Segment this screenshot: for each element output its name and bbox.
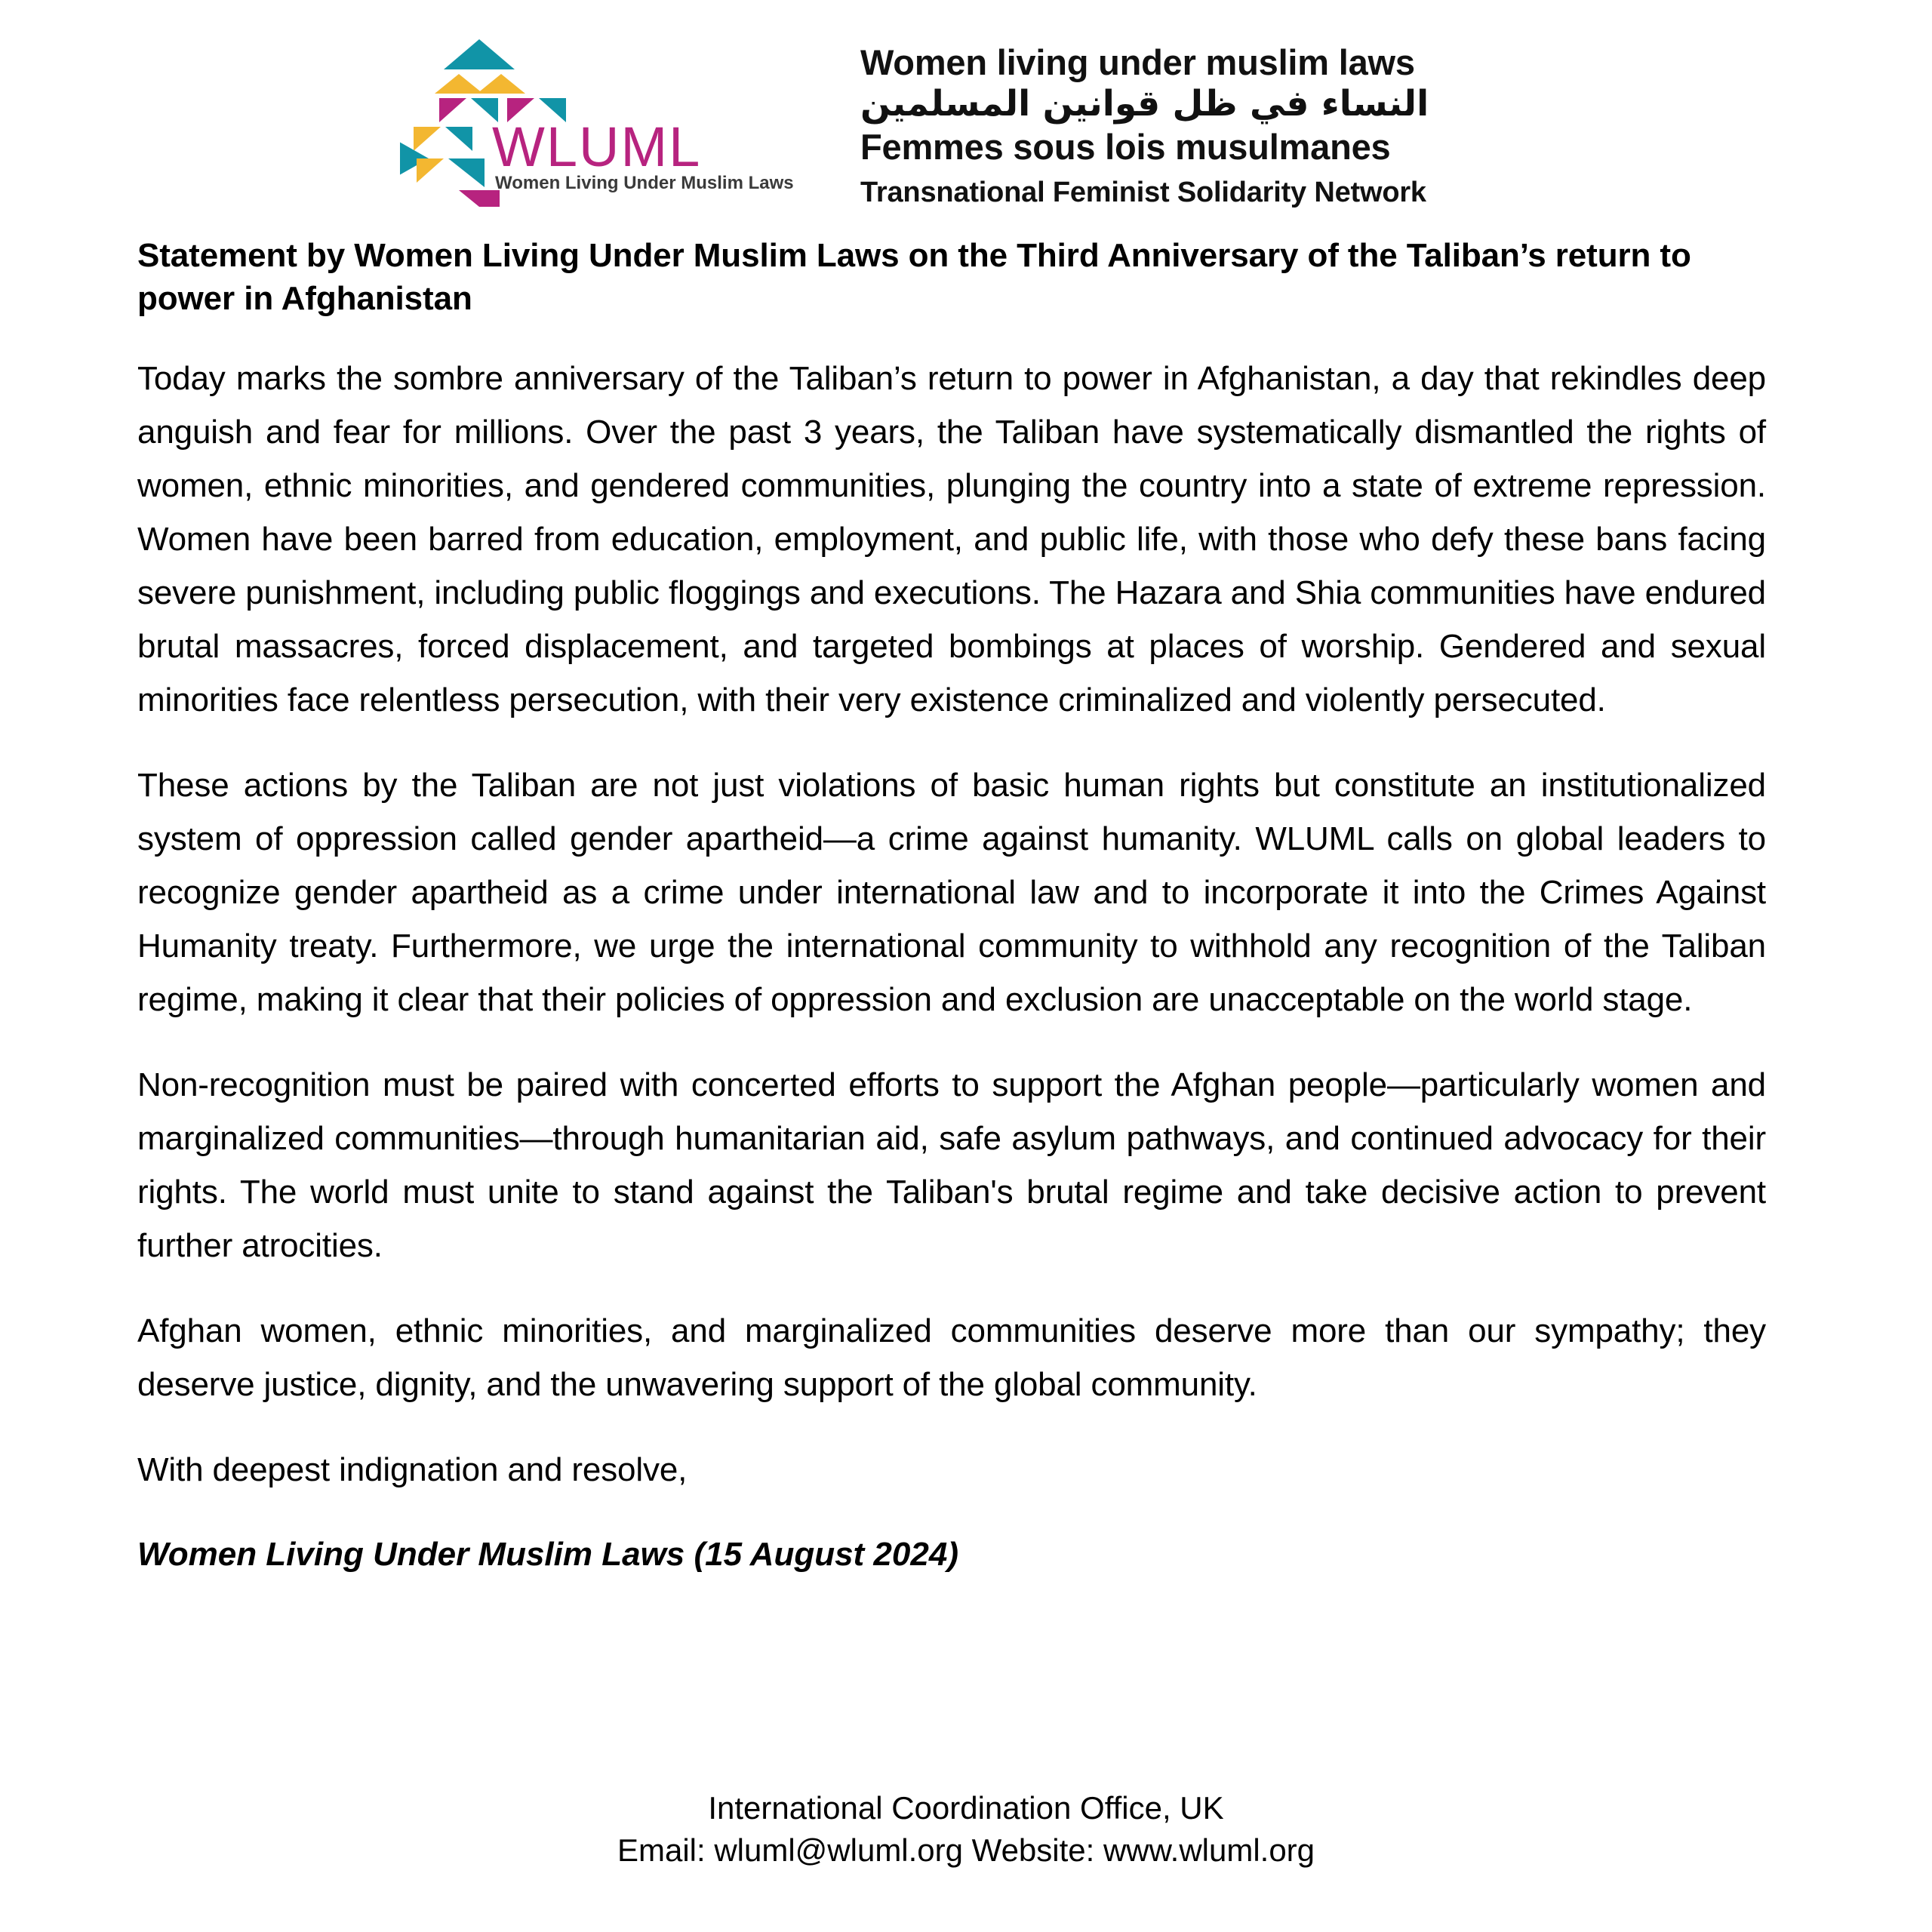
- document-body: [0, 234, 1932, 1580]
- logo-wordmark: WLUML: [492, 115, 702, 178]
- closing-line: With deepest indignation and resolve,: [137, 1451, 688, 1488]
- statement-paragraph-4: Afghan women, ethnic minorities, and marginalized communities deserve more than our sympathy; they deserve justice, dignity, and the unwavering support of the global community.: [137, 1312, 1766, 1403]
- org-descriptor: Transnational Feminist Solidarity Network: [860, 177, 1426, 208]
- wluml-logo-mark: [400, 26, 823, 207]
- wluml-logo: [400, 26, 823, 207]
- logo-tagline: Women Living Under Muslim Laws: [495, 173, 794, 193]
- org-name-fr: Femmes sous lois musulmanes: [860, 127, 1391, 167]
- statement-paragraph-1: Today marks the sombre anniversary of the Taliban’s return to power in Afghanistan, a day that rekindles deep anguish and fear for millions. Over the past 3 years, the Taliban have systematically dismantled the rights of women, ethnic minorities, and gendered communities, plunging the country into a state of extreme repression. Women have been barred from education, employment, and public life, with those who defy these bans facing severe punishment, including public floggings and executions. The Hazara and Shia communities have endured brutal massacres, forced displacement, and targeted bombings at places of worship. Gendered and sexual minorities face relentless persecution, with their very existence criminalized and violently persecuted.: [137, 360, 1766, 718]
- org-name-ar: النساء في ظل قوانين المسلمين: [860, 83, 1429, 125]
- organisation-names: [860, 26, 1429, 213]
- letterhead: [0, 0, 1932, 211]
- footer-office: International Coordination Office, UK: [708, 1790, 1224, 1826]
- footer-contact: Email: wluml@wluml.org Website: www.wluml.org: [617, 1832, 1315, 1868]
- statement-paragraph-2: These actions by the Taliban are not just violations of basic human rights but constitute an institutionalized system of oppression called gender apartheid—a crime against humanity. WLUML calls on global leaders to recognize gender apartheid as a crime under international law and to incorporate it into the Crimes Against Humanity treaty. Furthermore, we urge the international community to withhold any recognition of the Taliban regime, making it clear that their policies of oppression and exclusion are unacceptable on the world stage.: [137, 767, 1766, 1018]
- statement-paragraph-3: Non-recognition must be paired with concerted efforts to support the Afghan people—particularly women and marginalized communities—through humanitarian aid, safe asylum pathways, and continued advocacy for their rights. The world must unite to stand against the Taliban's brutal regime and take decisive action to prevent further atrocities.: [137, 1066, 1766, 1264]
- page-footer: [0, 1787, 1932, 1872]
- org-name-en: Women living under muslim laws: [860, 42, 1415, 82]
- page-title: Statement by Women Living Under Muslim Laws on the Third Anniversary of the Taliban’s return to power in Afghanistan: [137, 237, 1691, 317]
- signature-line: Women Living Under Muslim Laws (15 August 2024): [137, 1536, 958, 1573]
